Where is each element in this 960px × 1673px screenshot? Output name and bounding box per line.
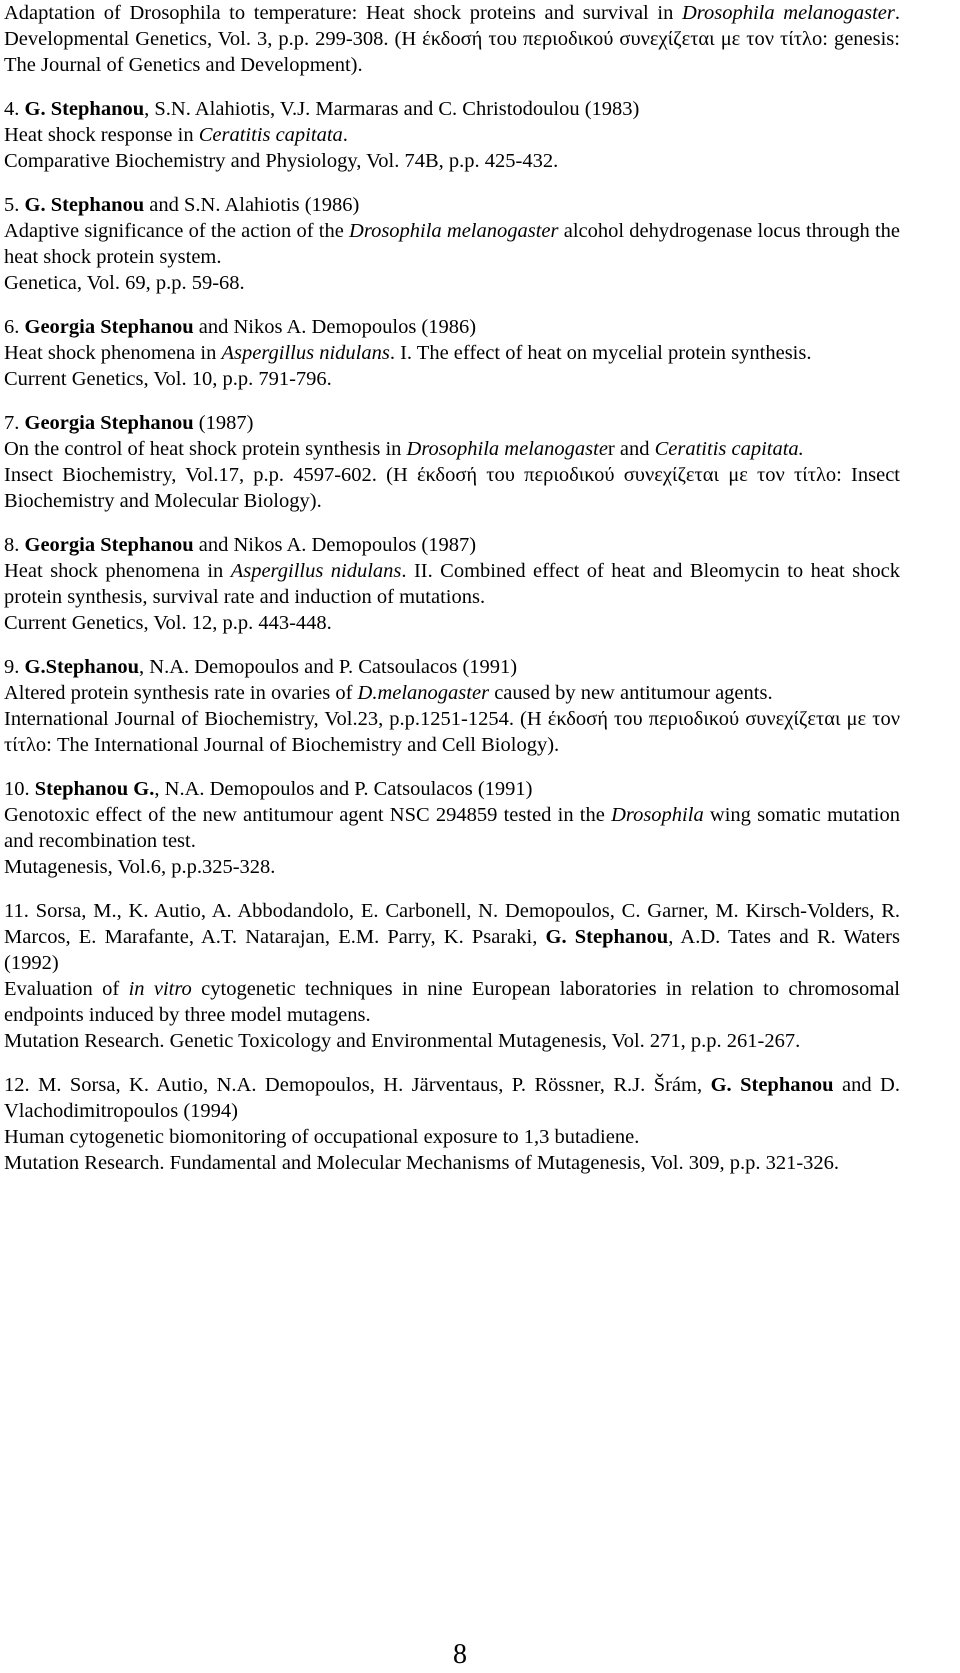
publication-entry-10 xyxy=(4,776,900,880)
entry-title xyxy=(4,122,900,148)
entry-authors-rest: , N.A. Demopoulos and P. Catsoulacos (1991) xyxy=(154,778,533,800)
entry-title-italic: Ceratitis capitata xyxy=(198,124,343,146)
entry-authors-rest: , A.D. Tates and R. Waters (1992) xyxy=(4,926,900,974)
entry-number: 5. xyxy=(4,194,20,216)
entry-authors xyxy=(4,898,900,976)
publication-entry-3-continued xyxy=(4,0,900,78)
entry-title-italic: Ceratitis capitata. xyxy=(654,438,804,460)
entry-journal: Current Genetics, Vol. 10, p.p. 791-796. xyxy=(4,368,332,390)
entry-number: 12. xyxy=(4,1074,30,1096)
entry-title-italic: in vitro xyxy=(128,978,192,1000)
entry-authors-rest: and Nikos A. Demopoulos (1986) xyxy=(193,316,477,338)
entry-authors xyxy=(4,410,900,436)
entry-journal: Mutagenesis, Vol.6, p.p.325-328. xyxy=(4,856,276,878)
entry-authors xyxy=(4,192,900,218)
entry-authors xyxy=(4,654,900,680)
entry-title-end: . xyxy=(342,124,348,146)
entry-number: 11. xyxy=(4,900,29,922)
publication-entry-4 xyxy=(4,96,900,174)
entry-number: 4. xyxy=(4,98,20,120)
entry-number: 6. xyxy=(4,316,20,338)
entry-title-text: Heat shock phenomena in xyxy=(4,560,231,582)
entry-title-italic: Drosophila melanogaster xyxy=(681,2,895,24)
entry-title-end: . II. Combined effect of heat and Bleomycin to heat shock protein synthesis, survival rate and induction of mutations. xyxy=(4,560,900,608)
entry-title-end: alcohol dehydrogenase locus through the heat shock protein system. xyxy=(4,220,900,268)
entry-text xyxy=(4,0,900,78)
entry-author-highlight: G. Stephanou xyxy=(545,926,669,948)
entry-author-highlight: G. Stephanou xyxy=(710,1074,834,1096)
entry-title-text: On the control of heat shock protein synthesis in xyxy=(4,438,407,460)
publication-entry-5 xyxy=(4,192,900,296)
entry-journal: Comparative Biochemistry and Physiology, Vol. 74B, p.p. 425-432. xyxy=(4,150,559,172)
entry-authors-rest: and S.N. Alahiotis (1986) xyxy=(144,194,360,216)
publication-entry-11 xyxy=(4,898,900,1054)
entry-title xyxy=(4,680,900,706)
entry-journal: International Journal of Biochemistry, Vol.23, p.p.1251-1254. (Η έκδοσή του περιοδικού συνεχίζεται με τον τίτλο: The International Journal of Biochemistry and Cell Biology). xyxy=(4,708,900,756)
entry-title-text: Altered protein synthesis rate in ovaries of xyxy=(4,682,358,704)
entry-title-italic: D.melanogaster xyxy=(357,682,490,704)
entry-title-end: wing somatic mutation and recombination test. xyxy=(4,804,900,852)
entry-title-text: Heat shock response in xyxy=(4,124,199,146)
entry-title xyxy=(4,976,900,1028)
entry-title-text: Evaluation of xyxy=(4,978,129,1000)
entry-title-italic: Drosophila melanogaste xyxy=(406,438,608,460)
entry-title xyxy=(4,340,900,366)
entry-title xyxy=(4,802,900,854)
entry-title xyxy=(4,218,900,270)
entry-authors-rest: and D. Vlachodimitropoulos (1994) xyxy=(4,1074,900,1122)
entry-author-highlight: G.Stephanou xyxy=(24,656,140,678)
entry-title-italic: Aspergillus nidulans xyxy=(230,560,402,582)
entry-title-text: Human cytogenetic biomonitoring of occupational exposure to 1,3 butadiene. xyxy=(4,1126,640,1148)
entry-title-italic: Aspergillus nidulans xyxy=(221,342,390,364)
entry-title-italic: Drosophila melanogaster xyxy=(349,220,559,242)
entry-journal: Mutation Research. Genetic Toxicology and Environmental Mutagenesis, Vol. 271, p.p. 261-267. xyxy=(4,1030,801,1052)
entry-title xyxy=(4,558,900,610)
entry-journal: Insect Biochemistry, Vol.17, p.p. 4597-602. (Η έκδοσή του περιοδικού συνεχίζεται με τον τίτλο: Insect Biochemistry and Molecular Biology). xyxy=(4,464,900,512)
entry-authors-rest: , N.A. Demopoulos and P. Catsoulacos (1991) xyxy=(139,656,518,678)
entry-authors xyxy=(4,314,900,340)
publication-entry-6 xyxy=(4,314,900,392)
publication-list xyxy=(4,0,900,1194)
entry-author-highlight: Georgia Stephanou xyxy=(24,412,194,434)
entry-title-text: Heat shock phenomena in xyxy=(4,342,222,364)
publication-entry-9 xyxy=(4,654,900,758)
entry-title-text: Adaptation of Drosophila to temperature: Heat shock proteins and survival in xyxy=(4,2,682,24)
entry-authors xyxy=(4,532,900,558)
entry-title-end: caused by new antitumour agents. xyxy=(489,682,773,704)
entry-title-end: . I. The effect of heat on mycelial protein synthesis. xyxy=(389,342,812,364)
entry-journal: Mutation Research. Fundamental and Molecular Mechanisms of Mutagenesis, Vol. 309, p.p. 321-326. xyxy=(4,1152,840,1174)
entry-number: 7. xyxy=(4,412,20,434)
entry-title-italic: Drosophila xyxy=(611,804,704,826)
entry-journal: Genetica, Vol. 69, p.p. 59-68. xyxy=(4,272,245,294)
entry-authors-pre: Sorsa, M., K. Autio, A. Abbodandolo, E. Carbonell, N. Demopoulos, C. Garner, M. Kirsch-Volders, R. Marcos, E. Marafante, A.T. Natarajan, E.M. Parry, K. Psaraki, xyxy=(4,900,901,948)
entry-author-highlight: Stephanou G. xyxy=(34,778,155,800)
entry-authors-rest: and Nikos A. Demopoulos (1987) xyxy=(193,534,477,556)
publication-entry-7 xyxy=(4,410,900,514)
entry-authors xyxy=(4,96,900,122)
publication-entry-8 xyxy=(4,532,900,636)
entry-title xyxy=(4,436,900,462)
entry-journal-text: . Developmental Genetics, Vol. 3, p.p. 299-308. (Η έκδοσή του περιοδικού συνεχίζεται με τον τίτλο: genesis: The Journal of Genetics and Development). xyxy=(4,2,900,76)
entry-author-highlight: G. Stephanou xyxy=(24,194,145,216)
entry-number: 10. xyxy=(4,778,30,800)
entry-authors xyxy=(4,776,900,802)
entry-title xyxy=(4,1124,900,1150)
entry-authors-rest: , S.N. Alahiotis, V.J. Marmaras and C. Christodoulou (1983) xyxy=(144,98,640,120)
entry-authors-rest: (1987) xyxy=(193,412,254,434)
entry-authors xyxy=(4,1072,900,1124)
entry-number: 9. xyxy=(4,656,20,678)
entry-author-highlight: G. Stephanou xyxy=(24,98,145,120)
entry-title-text: Genotoxic effect of the new antitumour agent NSC 294859 tested in the xyxy=(4,804,612,826)
entry-authors-pre: M. Sorsa, K. Autio, N.A. Demopoulos, H. Järventaus, P. Rössner, R.J. Šrám, xyxy=(38,1074,711,1096)
entry-title-mid: r and xyxy=(607,438,655,460)
page-number: 8 xyxy=(453,1639,467,1670)
publication-entry-12 xyxy=(4,1072,900,1176)
entry-title-text: Adaptive significance of the action of the xyxy=(4,220,350,242)
entry-journal: Current Genetics, Vol. 12, p.p. 443-448. xyxy=(4,612,332,634)
entry-title-end: cytogenetic techniques in nine European laboratories in relation to chromosomal endpoints induced by three model mutagens. xyxy=(4,978,900,1026)
entry-author-highlight: Georgia Stephanou xyxy=(24,534,194,556)
entry-number: 8. xyxy=(4,534,20,556)
entry-author-highlight: Georgia Stephanou xyxy=(24,316,194,338)
